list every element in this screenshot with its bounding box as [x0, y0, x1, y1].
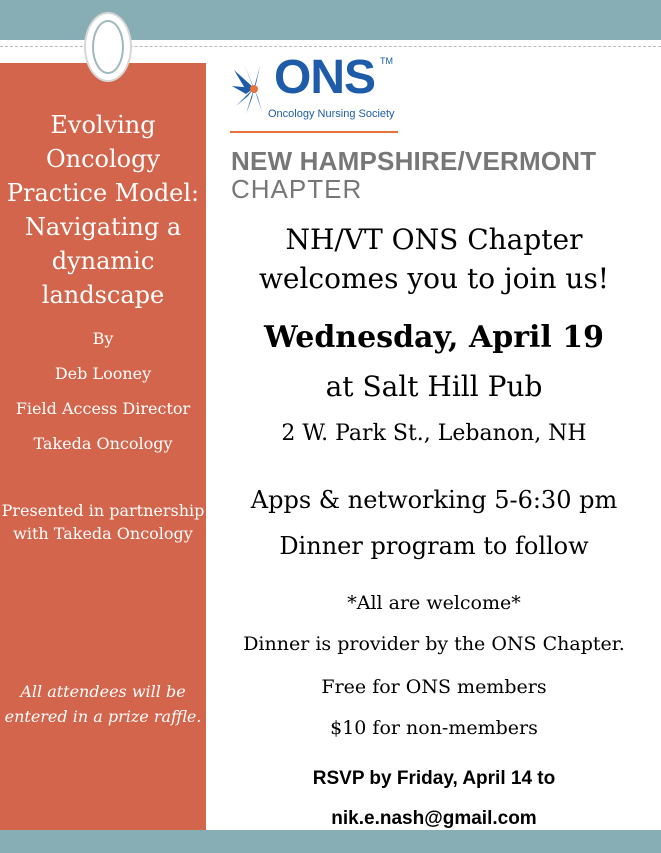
- ons-logo: [230, 52, 400, 132]
- partnership-note: Presented in partnership with Takeda Oncology: [1, 501, 205, 543]
- dinner-program: Dinner program to follow: [279, 532, 589, 560]
- oval-frame-icon: [86, 14, 130, 80]
- nonmember-price: $10 for non-members: [330, 717, 538, 739]
- chapter-states: NEW HAMPSHIRE/VERMONT: [231, 146, 597, 176]
- oval-inner-ring: [92, 20, 124, 74]
- dinner-note: Dinner is provider by the ONS Chapter.: [243, 633, 625, 655]
- event-date: Wednesday, April 19: [263, 320, 604, 355]
- all-welcome: *All are welcome*: [347, 592, 521, 614]
- ons-wordmark: ONS: [274, 51, 376, 104]
- sidebar-panel: [0, 63, 206, 830]
- apps-time: Apps & networking 5-6:30 pm: [250, 486, 618, 514]
- trademark-mark: TM: [380, 56, 393, 66]
- ons-organization-name: Oncology Nursing Society: [268, 108, 395, 120]
- member-price: Free for ONS members: [321, 676, 547, 698]
- bottom-band: [0, 830, 661, 853]
- welcome-line: NH/VT ONS Chapter welcomes you to join us!: [258, 223, 610, 295]
- by-label: By: [92, 329, 114, 348]
- raffle-note: All attendees will be entered in a prize raffle.: [4, 682, 202, 726]
- speaker-role: Field Access Director: [15, 399, 191, 418]
- chapter-label: CHAPTER: [231, 174, 363, 204]
- logo-underline: [230, 131, 398, 133]
- speaker-name: Deb Looney: [54, 364, 152, 383]
- event-venue: at Salt Hill Pub: [325, 370, 543, 403]
- speaker-company: Takeda Oncology: [33, 434, 173, 453]
- rsvp-email: nik.e.nash@gmail.com: [331, 808, 537, 829]
- welcome-text: [214, 220, 654, 298]
- rsvp-deadline: RSVP by Friday, April 14 to: [312, 768, 556, 789]
- presentation-title: Evolving Oncology Practice Model: Navigating a dynamic landscape: [6, 111, 200, 309]
- event-address: 2 W. Park St., Lebanon, NH: [281, 421, 587, 446]
